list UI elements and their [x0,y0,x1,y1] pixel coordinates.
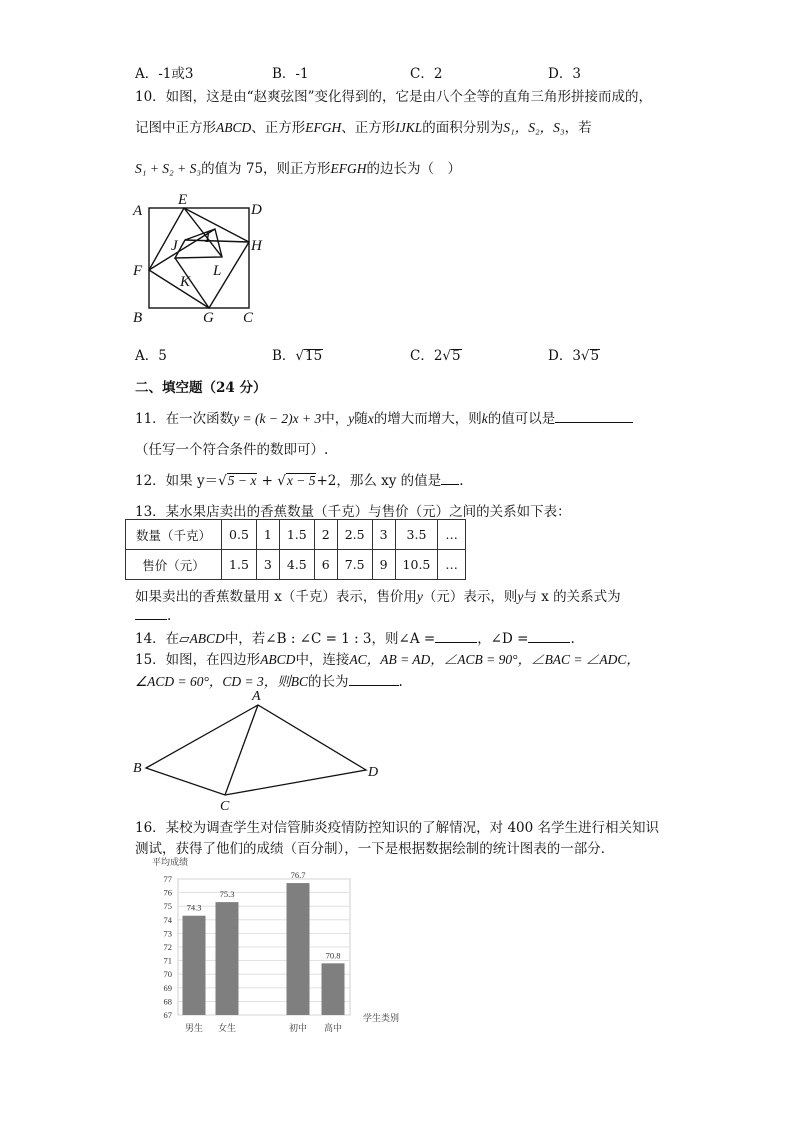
quadrilateral-abcd [146,705,366,795]
label-c: C [243,310,254,326]
q10-option-c: C．2√5 [410,348,461,364]
q15-quadrilateral: ABCD [260,652,296,667]
q12-radicand: x − 5 [286,473,316,488]
y-tick-label: 67 [163,1010,172,1020]
table-cell: 3 [256,550,279,580]
q11-var: y [348,411,355,426]
table-header: 数量（千克） [126,520,222,550]
q15-figure [128,688,388,812]
x-tick-label: 初中 [288,1023,308,1033]
q11-text: 的增大而增大，则 [373,411,482,427]
table-cell: … [438,550,466,580]
y-tick-label: 72 [163,942,172,952]
label-f: F [133,263,143,279]
table-cell: 7.5 [337,550,372,580]
square-ijkl [175,229,222,258]
data-label: 76.7 [290,870,306,881]
q11-function: y = (k − 2)x + 3 [233,411,322,426]
data-label: 70.8 [325,950,341,961]
q14-answer-blank-d[interactable] [528,629,570,643]
q15-text: 中，连接 [295,652,350,668]
q10-text: 的边长为（ ） [366,161,462,177]
q14-parallelogram: ABCD [189,631,225,646]
y-tick-label: 73 [163,928,172,939]
q13-var: y [416,589,423,604]
label-c: C [220,799,230,812]
table-cell: 10.5 [395,550,438,580]
q13-var: y [517,589,524,604]
q12-radicand: 5 − x [227,473,257,488]
q11-var: x [367,411,374,426]
table-cell: 1.5 [222,550,257,580]
q15-answer-blank[interactable] [349,672,399,686]
bar-2 [216,902,239,1015]
q13-answer-blank[interactable] [135,606,167,620]
q15-text: 的长为 [308,674,349,690]
x-axis-title: 学生类别 [363,1013,400,1023]
table-cell: 1 [256,520,279,550]
y-tick-label: 71 [163,955,172,966]
q14-text: . [570,631,575,647]
label-g: G [203,310,214,326]
label-d: D [251,202,262,218]
q15-line2 [135,670,403,690]
q10-text: 记图中正方形 [135,120,216,136]
q11-var: k [481,411,488,426]
q10-square-ijkl: IJKL [395,120,423,135]
q14-line [135,627,575,647]
q13-answer-line [135,606,171,624]
option-prefix: C．2 [410,348,443,364]
label-a: A [252,689,261,704]
label-l: L [213,263,222,279]
q11-text: 的值可以是 [487,411,556,427]
table-row [126,520,466,550]
y-tick-label: 70 [163,969,172,980]
table-cell: 2.5 [337,520,372,550]
q15-segment: BC [290,674,308,689]
q14-answer-blank-a[interactable] [435,629,477,643]
q10-option-b: B．√15 [272,348,323,364]
q15-conditions: ，AB = AD，∠ACB = 90°，∠BAC = ∠ADC， [366,652,640,667]
q14-text: ，∠D = [477,631,529,647]
table-row [126,550,466,580]
q9-option-c: C．2 [410,66,443,82]
table-cell: 9 [372,550,395,580]
table-cell: 6 [314,550,337,580]
q12-text: 12．如果 y＝ [135,473,219,489]
q9-option-b: B．-1 [272,66,309,82]
q13-after [135,585,621,605]
table-cell: 3.5 [395,520,438,550]
q15-conditions: ∠ACD = 60°，CD = 3，则 [135,674,291,689]
q15-line1 [135,648,640,668]
q12-answer-blank[interactable] [441,471,459,485]
q10-option-d: D．3√5 [548,348,600,364]
table-cell: 2 [314,520,337,550]
q10-figure [125,190,275,330]
label-h: H [251,238,262,254]
x-tick-label: 女生 [217,1023,237,1033]
label-i: I [205,230,210,246]
option-prefix: D．3 [548,348,581,364]
data-label: 75.3 [219,889,235,900]
table-cell: … [438,520,466,550]
x-tick-label: 男生 [184,1023,204,1033]
q10-square-efgh: EFGH [305,120,342,135]
table-header: 售价（元） [126,550,222,580]
label-j: J [171,238,178,254]
x-tick-label: 高中 [323,1023,343,1033]
y-tick-label: 68 [163,996,172,1007]
label-k: K [180,274,191,290]
q15-text: . [398,674,403,690]
bar-3 [287,883,310,1015]
q12-text: +2，那么 xy 的值是 [316,473,442,489]
option-prefix: B． [272,348,296,364]
q10-text: 、正方形 [251,120,306,136]
q15-segment: AC [349,652,367,667]
q11-answer-blank[interactable] [555,409,633,423]
q10-text: 的值为 75，则正方形 [201,161,331,177]
q14-text: 14．在▱ [135,631,190,647]
q16-line2: 测试，获得了他们的成绩（百分制），一下是根据数据绘制的统计图表的一部分． [135,841,615,857]
y-tick-label: 76 [163,887,172,898]
q10-expression: S₁ + S₂ + S₃ [135,161,202,176]
q10-target-square: EFGH [330,161,367,176]
table-cell: 1.5 [279,520,314,550]
q16-bar-chart [145,853,415,1045]
q10-areas: S₁，S₂，S₃ [503,120,565,135]
q10-text: 的面积分别为 [422,120,504,136]
bar-4 [322,963,345,1015]
q12-text: + [261,473,273,489]
y-tick-label: 75 [163,901,172,912]
radicand: 15 [305,348,323,364]
q11-line1 [135,407,633,427]
table-cell: 0.5 [222,520,257,550]
q13-table [125,519,466,580]
q14-text: 中，若∠B : ∠C = 1 : 3，则∠A = [224,631,436,647]
q13-text: 如果卖出的香蕉数量用 x（千克）表示，售价用 [135,589,417,605]
q11-text: 11．在一次函数 [135,411,234,427]
bar-1 [183,916,206,1015]
label-b: B [133,761,142,776]
q9-option-a: A．-1或3 [135,66,194,82]
diagonal-ac [225,705,258,795]
q13-text: . [167,608,172,624]
data-label: 74.3 [186,902,202,913]
q10-text: 、正方形 [341,120,396,136]
q10-option-a: A．5 [135,348,167,364]
y-tick-label: 69 [163,982,172,993]
label-b: B [133,310,143,326]
q10-text: ，若 [564,120,592,136]
radicand: 5 [452,348,461,364]
q15-text: 15．如图，在四边形 [135,652,261,668]
q12-text: . [459,473,464,489]
label-a: A [133,203,143,219]
section-title: 二、填空题（24 分） [135,380,267,396]
y-tick-label: 74 [163,914,172,925]
q13-intro: 13．某水果店卖出的香蕉数量（千克）与售价（元）之间的关系如下表： [135,504,571,520]
q11-text: 随 [354,411,368,427]
q12-line: 12．如果 y＝√5 − x + √x − 5+2，那么 xy 的值是 . [135,473,464,489]
label-e: E [178,192,188,208]
radicand: 5 [590,348,600,364]
q9-option-d: D．3 [548,66,581,82]
table-cell: 3 [372,520,395,550]
q10-line3 [135,157,461,177]
q13-text: 与 x 的关系式为 [523,589,621,605]
q10-square-abcd: ABCD [216,120,252,135]
y-axis-title: 平均成绩 [152,857,189,867]
q10-line2 [135,116,592,136]
q11-line2: （任写一个符合条件的数即可）. [135,442,329,458]
label-d: D [368,765,379,780]
y-tick-label: 77 [163,874,172,884]
q16-line1: 16．某校为调查学生对信管肺炎疫情防控知识的了解情况，对 400 名学生进行相关知识 [135,820,660,836]
q11-text: 中， [321,411,349,427]
q10-line1: 10．如图，这是由“赵爽弦图”变化得到的，它是由八个全等的直角三角形拼接而成的， [135,89,652,105]
q13-text: （元）表示，则 [422,589,518,605]
table-cell: 4.5 [279,550,314,580]
